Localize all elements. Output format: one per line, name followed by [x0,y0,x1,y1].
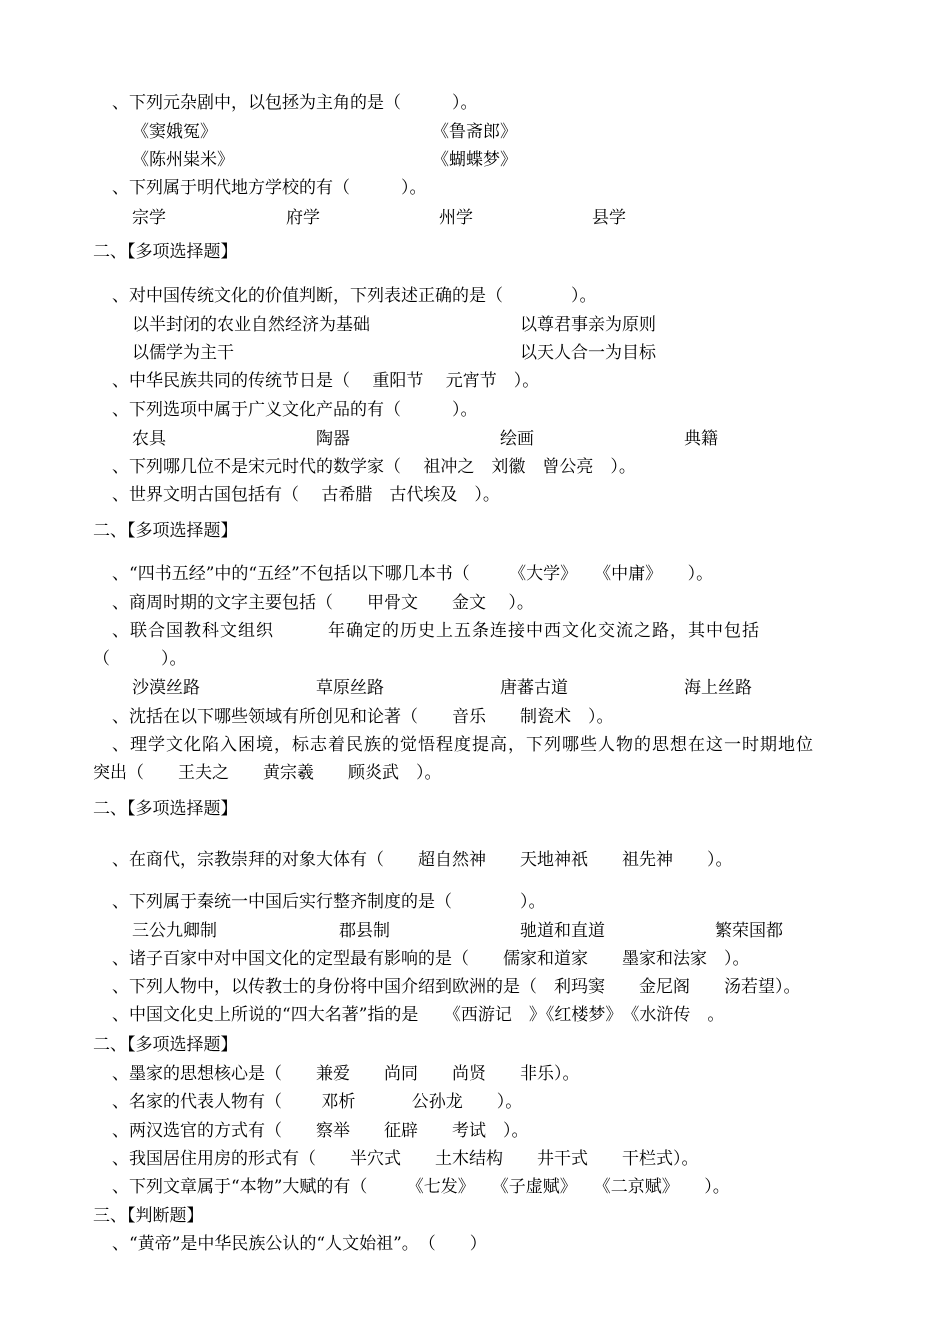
option-b: 草原丝路 [316,678,384,698]
question-line: 、理学文化陷入困境，标志着民族的觉悟程度提高，下列哪些人物的思想在这一时期地位 [112,735,814,755]
question-line: 、下列选项中属于广义文化产品的有（ ）。 [112,400,478,420]
section-heading: 二、【多项选择题】 [93,799,238,819]
question-line: 、诸子百家中对中国文化的定型最有影响的是（ 儒家和道家 墨家和法家 ）。 [112,949,750,969]
question-line: 、“黄帝”是中华民族公认的“人文始祖”。 （ ） [112,1234,487,1254]
question-line-continued: 突出（ 王夫之 黄宗羲 顾炎武 ）。 [93,763,442,783]
question-line: 、下列属于明代地方学校的有（ ）。 [112,178,427,198]
option-c: 驰道和直道 [520,921,605,941]
option-b: 以尊君事亲为原则 [520,315,656,335]
question-line: 、联合国教科文组织 年确定的历史上五条连接中西文化交流之路，其中包括 [112,621,760,641]
question-line: 、墨家的思想核心是（ 兼爱 尚同 尚贤 非乐）。 [112,1064,580,1084]
option-d: 繁荣国都 [715,921,783,941]
question-line: 、“四书五经”中的“五经”不包括以下哪几本书（ 《大学》 《中庸》 ）。 [112,564,714,584]
question-line: 、下列属于秦统一中国后实行整齐制度的是（ ）。 [112,892,546,912]
option-a: 以半封闭的农业自然经济为基础 [132,315,370,335]
question-line: 、对中国传统文化的价值判断，下列表述正确的是（ ）。 [112,286,597,306]
option-a: 农具 [132,429,166,449]
option-c: 州学 [439,208,473,228]
option-a: 三公九卿制 [132,921,217,941]
question-line: 、下列哪几位不是宋元时代的数学家（ 祖冲之 刘徽 曾公亮 ）。 [112,457,636,477]
option-b: 陶器 [316,429,350,449]
question-line: 、中华民族共同的传统节日是（ 重阳节 元宵节 ）。 [112,371,540,391]
section-heading: 二、【多项选择题】 [93,242,238,262]
option-d: 以天人合一为目标 [520,343,656,363]
section-heading: 二、【多项选择题】 [93,1035,238,1055]
question-line: 、两汉选官的方式有（ 察举 征辟 考试 ）。 [112,1121,529,1141]
option-a: 宗学 [132,208,166,228]
option-c: 《陈州粜米》 [132,150,234,170]
option-b: 府学 [286,208,320,228]
question-line: 、中国文化史上所说的“四大名著”指的是 《西游记 》《红楼梦》 《水浒传 。 [112,1005,725,1025]
option-d: 海上丝路 [684,678,752,698]
option-b: 《鲁斋郎》 [432,122,517,142]
question-line: 、在商代，宗教崇拜的对象大体有（ 超自然神 天地神祇 祖先神 ）。 [112,850,733,870]
question-line: 、下列人物中，以传教士的身份将中国介绍到欧洲的是（ 利玛窦 金尼阁 汤若望）。 [112,977,801,997]
option-c: 绘画 [500,429,534,449]
question-line: 、下列文章属于“本物”大赋的有（ 《七发》 《子虚赋》 《二京赋》 ）。 [112,1177,730,1197]
question-line: 、我国居住用房的形式有（ 半穴式 土木结构 井干式 干栏式）。 [112,1149,699,1169]
option-d: 典籍 [684,429,718,449]
option-d: 《蝴蝶梦》 [432,150,517,170]
option-b: 郡县制 [339,921,390,941]
question-line: 、商周时期的文字主要包括（ 甲骨文 金文 ）。 [112,593,534,613]
question-line: 、世界文明古国包括有（ 古希腊 古代埃及 ）。 [112,485,500,505]
question-line-continued: （ ）。 [93,649,187,669]
option-c: 唐蕃古道 [500,678,568,698]
question-line: 、沈括在以下哪些领域有所创见和论著（ 音乐 制瓷术 ）。 [112,707,614,727]
option-c: 以儒学为主干 [132,343,234,363]
section-heading: 三、【判断题】 [93,1206,204,1226]
option-a: 《窦娥冤》 [132,122,217,142]
option-d: 县学 [592,208,626,228]
question-line: 、名家的代表人物有（ 邓析 公孙龙 ）。 [112,1092,523,1112]
section-heading: 二、【多项选择题】 [93,521,238,541]
option-a: 沙漠丝路 [132,678,200,698]
question-line: 、下列元杂剧中，以包拯为主角的是（ ）。 [112,93,478,113]
